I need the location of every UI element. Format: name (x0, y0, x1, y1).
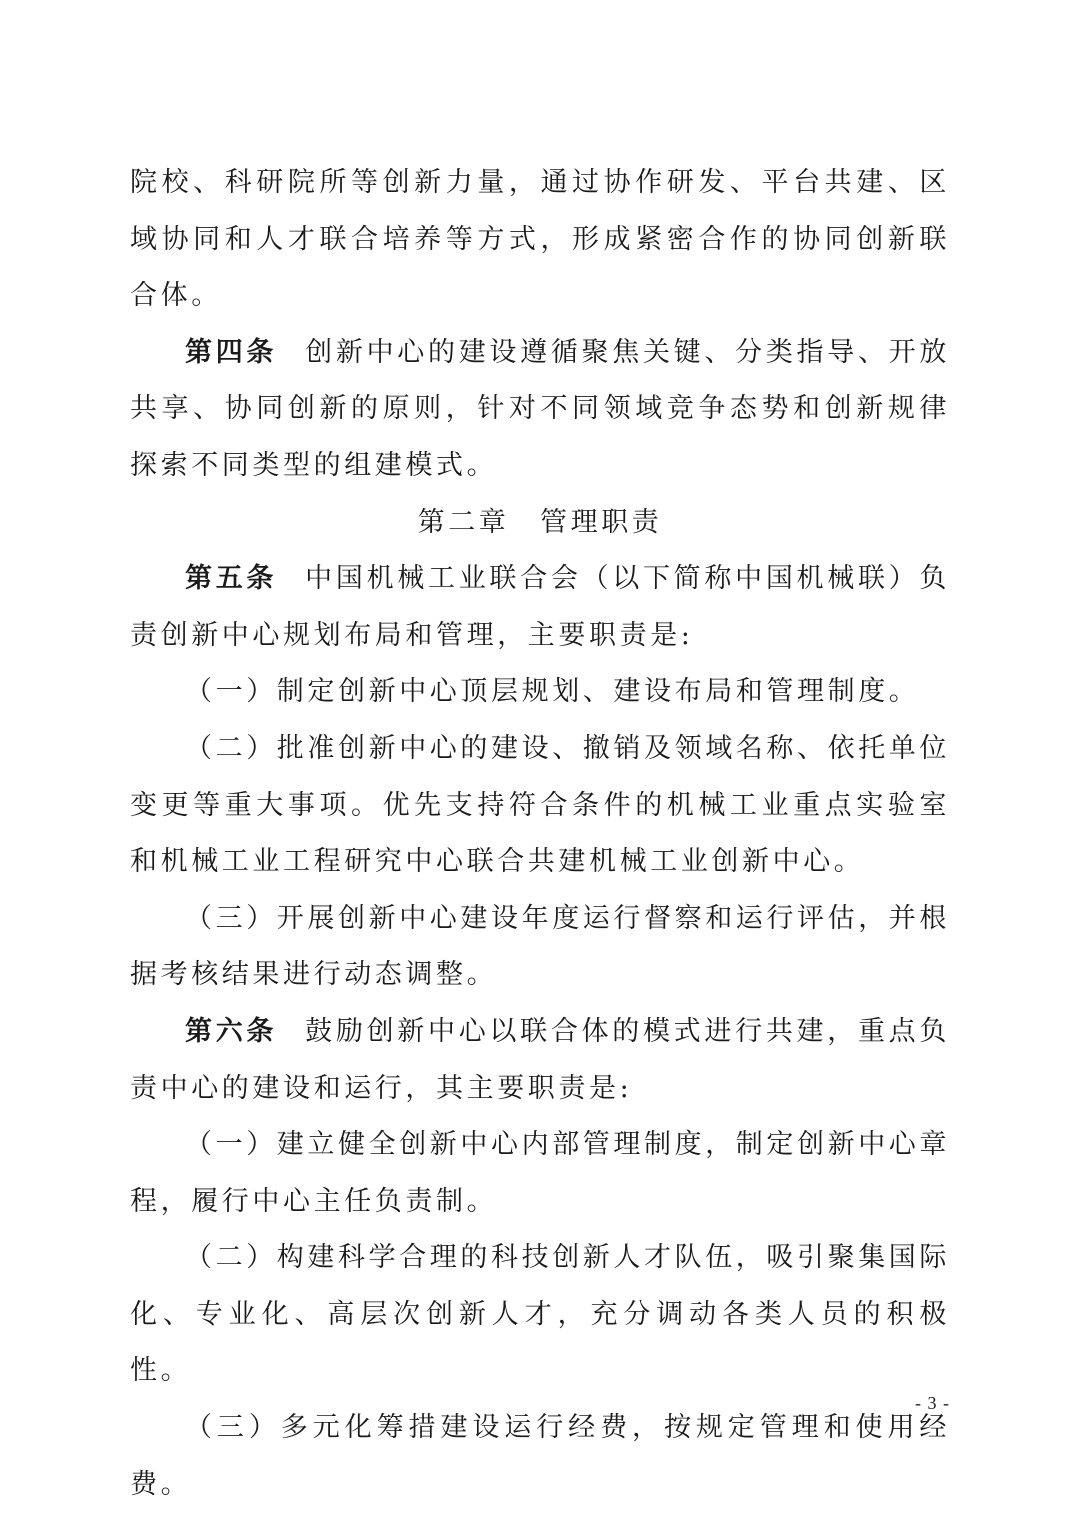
list-item-text: （二）批准创新中心的建设、撤销及领域名称、依托单位变更等重大事项。优先支持符合条件的机械工业重点实验室和机械工业工程研究中心联合共建机械工业创新中心。 (130, 732, 950, 878)
list-item (130, 1400, 950, 1513)
list-item (130, 664, 950, 721)
list-item-text: （二）构建科学合理的科技创新人才队伍，吸引聚集国际化、专业化、高层次创新人才，充分调动各类人员的积极性。 (130, 1242, 950, 1387)
list-item (130, 1117, 950, 1230)
article-4 (130, 325, 950, 495)
article-6 (130, 1004, 950, 1117)
paragraph-continuation (130, 155, 950, 325)
article-label: 第五条 (185, 563, 278, 595)
list-item (130, 891, 950, 1004)
paragraph-text: 创新中心的建设遵循聚焦关键、分类指导、开放共享、协同创新的原则，针对不同领域竞争态势和创新规律探索不同类型的组建模式。 (130, 336, 950, 481)
document-body (130, 155, 950, 1513)
list-item-text: （三）开展创新中心建设年度运行督察和运行评估，并根据考核结果进行动态调整。 (130, 902, 950, 991)
paragraph-text: 院校、科研院所等创新力量，通过协作研发、平台共建、区域协同和人才联合培养等方式，形成紧密合作的协同创新联合体。 (130, 167, 950, 312)
article-label: 第四条 (185, 336, 278, 368)
chapter-title: 第二章 管理职责 (417, 506, 663, 538)
page-number: - 3 - (915, 1393, 950, 1413)
article-5 (130, 551, 950, 664)
paragraph-text: 鼓励创新中心以联合体的模式进行共建，重点负责中心的建设和运行，其主要职责是: (130, 1015, 950, 1104)
list-item-text: （三）多元化筹措建设运行经费，按规定管理和使用经费。 (130, 1412, 950, 1500)
list-item (130, 721, 950, 891)
list-item (130, 1230, 950, 1400)
list-item-text: （一）制定创新中心顶层规划、建设布局和管理制度。 (185, 676, 920, 708)
paragraph-text: 中国机械工业联合会（以下简称中国机械联）负责创新中心规划布局和管理，主要职责是: (130, 563, 950, 651)
list-item-text: （一）建立健全创新中心内部管理制度，制定创新中心章程，履行中心主任负责制。 (130, 1129, 950, 1217)
article-label: 第六条 (185, 1015, 278, 1047)
chapter-heading (130, 495, 950, 552)
